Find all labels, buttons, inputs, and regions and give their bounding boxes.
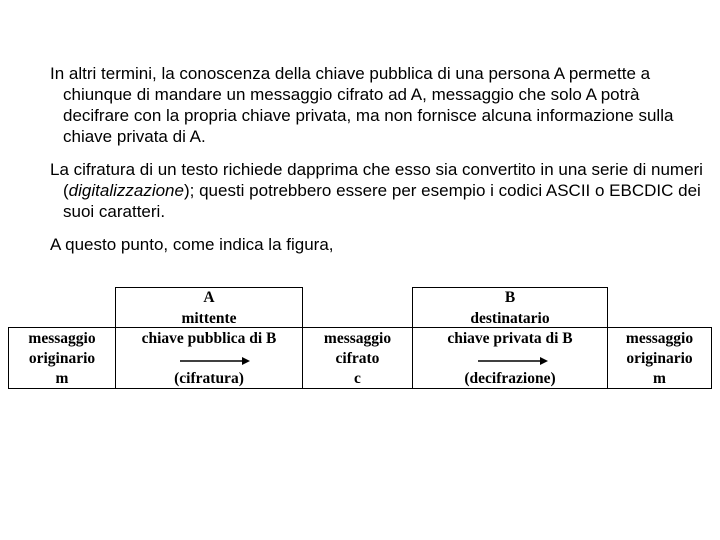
private-key-label: chiave privata di B [447,330,573,347]
step-5-line3: m [653,370,666,387]
step-5-line2: originario [626,350,693,367]
step-3-line3: c [354,370,361,387]
party-a-role: mittente [181,310,237,327]
encrypt-arrow-icon [180,357,250,365]
step-5-line1: messaggio [625,330,694,347]
party-b-role: destinatario [470,310,550,327]
step-1-line3: m [55,370,69,387]
paragraph-figure-intro: A questo punto, come indica la figura, [50,235,334,254]
paragraph-digitalization-before: La cifratura di un testo richiede dapprima che esso sia convertito in una serie di numeri ( [50,160,703,200]
step-1-line2: originario [28,350,96,367]
public-key-label: chiave pubblica di B [141,330,277,347]
decryption-label: (decifrazione) [464,370,556,387]
decrypt-arrow-icon [478,357,548,365]
step-3-line1: messaggio [323,330,392,347]
paragraph-public-key: In altri termini, la conoscenza della chiave pubblica di una persona A permette a chiunque di mandare un messaggio cifrato ad A, messaggio che solo A potrà decifrare con la propria chiave privata, ma non fornisce alcuna informazione sulla chiave privata di A. [50,64,674,146]
paragraph-digitalization-after: ); questi potrebbero essere per esempio i codici ASCII o EBCDIC dei suoi caratteri. [63,181,701,221]
step-1-line1: messaggio [28,330,96,347]
step-3-line2: cifrato [335,350,380,367]
encryption-label: (cifratura) [174,370,244,387]
party-a-letter: A [203,289,215,306]
party-b-letter: B [504,289,516,306]
digitalizzazione-emphasis: digitalizzazione [68,181,184,200]
